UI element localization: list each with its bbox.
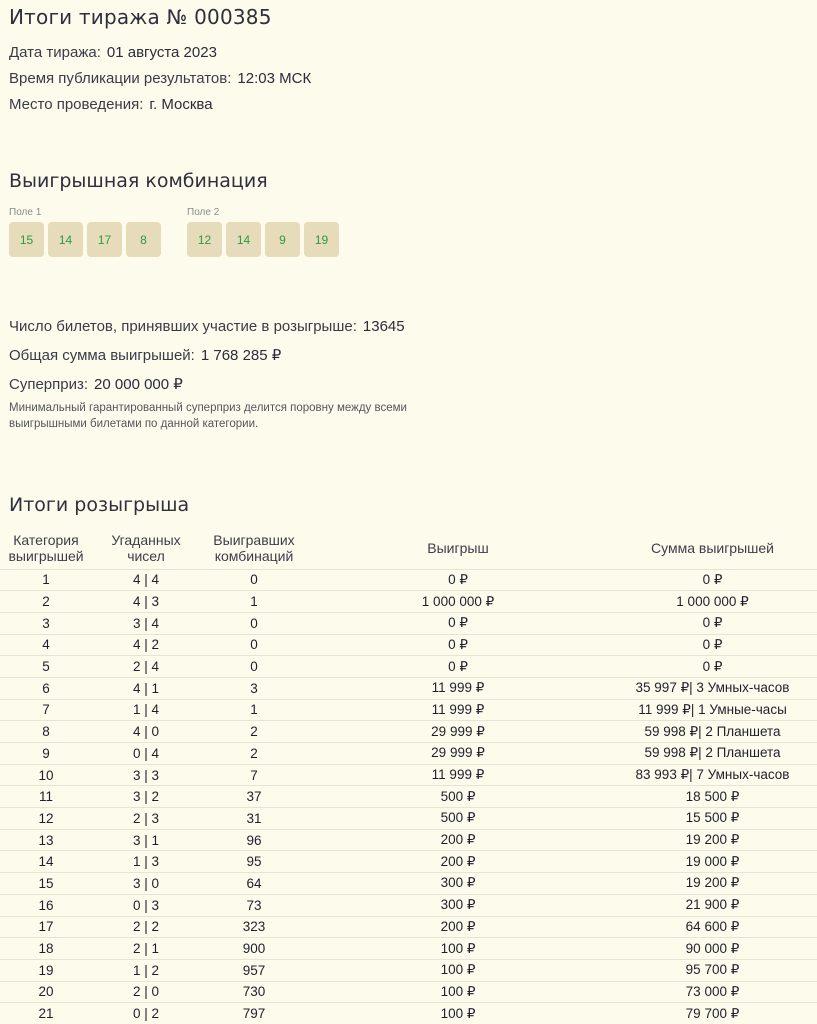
field2-label: Поле 2 <box>187 207 220 218</box>
field2-balls <box>187 222 339 257</box>
cell-category: 12 <box>0 808 92 830</box>
field1-balls <box>9 222 161 257</box>
cell-winners: 96 <box>200 829 308 851</box>
cell-matched: 0 | 2 <box>92 1003 200 1024</box>
cell-prize: 0 ₽ <box>308 569 608 591</box>
cell-total: 19 200 ₽ <box>608 873 817 895</box>
cell-matched: 0 | 3 <box>92 894 200 916</box>
ball: 12 <box>187 222 222 257</box>
table-row <box>0 829 817 851</box>
cell-total: 95 700 ₽ <box>608 959 817 981</box>
cell-winners: 797 <box>200 1003 308 1024</box>
ball: 9 <box>265 222 300 257</box>
cell-category: 20 <box>0 981 92 1003</box>
table-row <box>0 808 817 830</box>
table-row <box>0 1003 817 1024</box>
draw-date <box>9 44 217 61</box>
cell-prize: 29 999 ₽ <box>308 743 608 765</box>
cell-total: 35 997 ₽| 3 Умных-часов <box>608 677 817 699</box>
cell-winners: 7 <box>200 764 308 786</box>
cell-total: 0 ₽ <box>608 656 817 678</box>
ball: 15 <box>9 222 44 257</box>
table-row <box>0 786 817 808</box>
table-row <box>0 959 817 981</box>
cell-total: 59 998 ₽| 2 Планшета <box>608 721 817 743</box>
cell-total: 21 900 ₽ <box>608 894 817 916</box>
publish-time-label: Время публикации результатов: <box>9 70 232 87</box>
superprize-label: Суперприз: <box>9 376 89 393</box>
cell-winners: 323 <box>200 916 308 938</box>
superprize-note: Минимальный гарантированный суперприз делится поровну между всеми выигрышными билетами по данной категории. <box>9 402 407 430</box>
table-row <box>0 721 817 743</box>
cell-total: 18 500 ₽ <box>608 786 817 808</box>
column-header-category: Категория выигрышей <box>8 532 84 565</box>
cell-winners: 730 <box>200 981 308 1003</box>
cell-winners: 900 <box>200 938 308 960</box>
cell-prize: 100 ₽ <box>308 959 608 981</box>
draw-place-label: Место проведения: <box>9 96 144 113</box>
ball: 17 <box>87 222 122 257</box>
table-row <box>0 569 817 591</box>
cell-winners: 0 <box>200 612 308 634</box>
table-row <box>0 894 817 916</box>
winning-combination-title: Выигрышная комбинация <box>9 170 268 192</box>
cell-total: 90 000 ₽ <box>608 938 817 960</box>
cell-category: 9 <box>0 743 92 765</box>
cell-winners: 0 <box>200 634 308 656</box>
cell-winners: 2 <box>200 721 308 743</box>
cell-category: 11 <box>0 786 92 808</box>
superprize-value: 20 000 000 ₽ <box>94 376 183 393</box>
cell-category: 17 <box>0 916 92 938</box>
cell-total: 64 600 ₽ <box>608 916 817 938</box>
results-table-body <box>0 569 817 1024</box>
total-winnings-label: Общая сумма выигрышей: <box>9 347 195 364</box>
cell-matched: 1 | 3 <box>92 851 200 873</box>
tickets-count <box>9 318 405 335</box>
cell-category: 8 <box>0 721 92 743</box>
cell-prize: 200 ₽ <box>308 829 608 851</box>
publish-time <box>9 70 311 87</box>
cell-category: 14 <box>0 851 92 873</box>
cell-winners: 37 <box>200 786 308 808</box>
cell-prize: 0 ₽ <box>308 634 608 656</box>
cell-category: 19 <box>0 959 92 981</box>
cell-matched: 1 | 2 <box>92 959 200 981</box>
cell-prize: 500 ₽ <box>308 808 608 830</box>
cell-winners: 1 <box>200 591 308 613</box>
table-row <box>0 851 817 873</box>
cell-total: 15 500 ₽ <box>608 808 817 830</box>
results-table <box>0 528 817 1024</box>
draw-place <box>9 96 213 113</box>
cell-total: 0 ₽ <box>608 612 817 634</box>
cell-category: 6 <box>0 677 92 699</box>
table-row <box>0 612 817 634</box>
cell-category: 7 <box>0 699 92 721</box>
cell-prize: 100 ₽ <box>308 938 608 960</box>
cell-matched: 0 | 4 <box>92 743 200 765</box>
cell-prize: 11 999 ₽ <box>308 699 608 721</box>
cell-prize: 100 ₽ <box>308 981 608 1003</box>
results-title: Итоги розыгрыша <box>9 494 190 516</box>
cell-matched: 2 | 0 <box>92 981 200 1003</box>
table-row <box>0 938 817 960</box>
cell-total: 0 ₽ <box>608 569 817 591</box>
cell-category: 21 <box>0 1003 92 1024</box>
column-header-prize: Выигрыш <box>427 540 489 557</box>
cell-category: 18 <box>0 938 92 960</box>
table-row <box>0 743 817 765</box>
field1-label: Поле 1 <box>9 207 42 218</box>
draw-place-value: г. Москва <box>149 96 213 113</box>
cell-total: 79 700 ₽ <box>608 1003 817 1024</box>
cell-total: 59 998 ₽| 2 Планшета <box>608 743 817 765</box>
cell-prize: 300 ₽ <box>308 894 608 916</box>
cell-category: 13 <box>0 829 92 851</box>
tickets-count-value: 13645 <box>362 318 405 335</box>
cell-total: 11 999 ₽| 1 Умные-часы <box>608 699 817 721</box>
table-row <box>0 634 817 656</box>
cell-prize: 200 ₽ <box>308 916 608 938</box>
cell-category: 4 <box>0 634 92 656</box>
cell-category: 15 <box>0 873 92 895</box>
table-header-row <box>0 528 817 569</box>
cell-total: 73 000 ₽ <box>608 981 817 1003</box>
cell-category: 16 <box>0 894 92 916</box>
ball: 19 <box>304 222 339 257</box>
ball: 8 <box>126 222 161 257</box>
ball: 14 <box>226 222 261 257</box>
cell-matched: 3 | 0 <box>92 873 200 895</box>
superprize <box>9 375 183 393</box>
publish-time-value: 12:03 МСК <box>237 70 312 87</box>
cell-winners: 95 <box>200 851 308 873</box>
cell-category: 5 <box>0 656 92 678</box>
column-header-winners: Выигравших комбинаций <box>213 532 295 565</box>
cell-matched: 4 | 3 <box>92 591 200 613</box>
cell-prize: 500 ₽ <box>308 786 608 808</box>
draw-date-value: 01 августа 2023 <box>106 44 217 61</box>
cell-winners: 2 <box>200 743 308 765</box>
cell-prize: 11 999 ₽ <box>308 677 608 699</box>
cell-winners: 3 <box>200 677 308 699</box>
cell-prize: 29 999 ₽ <box>308 721 608 743</box>
cell-prize: 0 ₽ <box>308 612 608 634</box>
column-header-matched: Угаданных чисел <box>111 532 181 565</box>
cell-winners: 0 <box>200 569 308 591</box>
draw-date-label: Дата тиража: <box>9 44 101 61</box>
cell-winners: 64 <box>200 873 308 895</box>
cell-total: 0 ₽ <box>608 634 817 656</box>
ball: 14 <box>48 222 83 257</box>
cell-total: 19 000 ₽ <box>608 851 817 873</box>
cell-total: 19 200 ₽ <box>608 829 817 851</box>
cell-matched: 2 | 2 <box>92 916 200 938</box>
cell-category: 2 <box>0 591 92 613</box>
cell-matched: 2 | 1 <box>92 938 200 960</box>
table-row <box>0 873 817 895</box>
total-winnings <box>9 346 281 364</box>
total-winnings-value: 1 768 285 ₽ <box>200 347 282 364</box>
cell-prize: 200 ₽ <box>308 851 608 873</box>
cell-winners: 0 <box>200 656 308 678</box>
cell-matched: 4 | 2 <box>92 634 200 656</box>
cell-winners: 1 <box>200 699 308 721</box>
cell-matched: 4 | 1 <box>92 677 200 699</box>
cell-winners: 31 <box>200 808 308 830</box>
table-row <box>0 981 817 1003</box>
cell-winners: 957 <box>200 959 308 981</box>
cell-matched: 3 | 2 <box>92 786 200 808</box>
cell-winners: 73 <box>200 894 308 916</box>
column-header-total: Сумма выигрышей <box>651 540 774 557</box>
cell-category: 1 <box>0 569 92 591</box>
table-row <box>0 656 817 678</box>
cell-prize: 1 000 000 ₽ <box>308 591 608 613</box>
cell-matched: 3 | 1 <box>92 829 200 851</box>
cell-matched: 1 | 4 <box>92 699 200 721</box>
cell-matched: 3 | 4 <box>92 612 200 634</box>
cell-matched: 3 | 3 <box>92 764 200 786</box>
table-row <box>0 591 817 613</box>
table-row <box>0 916 817 938</box>
cell-total: 83 993 ₽| 7 Умных-часов <box>608 764 817 786</box>
cell-matched: 2 | 3 <box>92 808 200 830</box>
page-title: Итоги тиража № 000385 <box>9 5 272 29</box>
cell-matched: 2 | 4 <box>92 656 200 678</box>
cell-category: 10 <box>0 764 92 786</box>
table-row <box>0 699 817 721</box>
cell-prize: 300 ₽ <box>308 873 608 895</box>
cell-prize: 11 999 ₽ <box>308 764 608 786</box>
cell-matched: 4 | 0 <box>92 721 200 743</box>
tickets-count-label: Число билетов, принявших участие в розыгрыше: <box>9 318 357 335</box>
table-row <box>0 677 817 699</box>
table-row <box>0 764 817 786</box>
cell-total: 1 000 000 ₽ <box>608 591 817 613</box>
cell-category: 3 <box>0 612 92 634</box>
cell-matched: 4 | 4 <box>92 569 200 591</box>
cell-prize: 0 ₽ <box>308 656 608 678</box>
cell-prize: 100 ₽ <box>308 1003 608 1024</box>
